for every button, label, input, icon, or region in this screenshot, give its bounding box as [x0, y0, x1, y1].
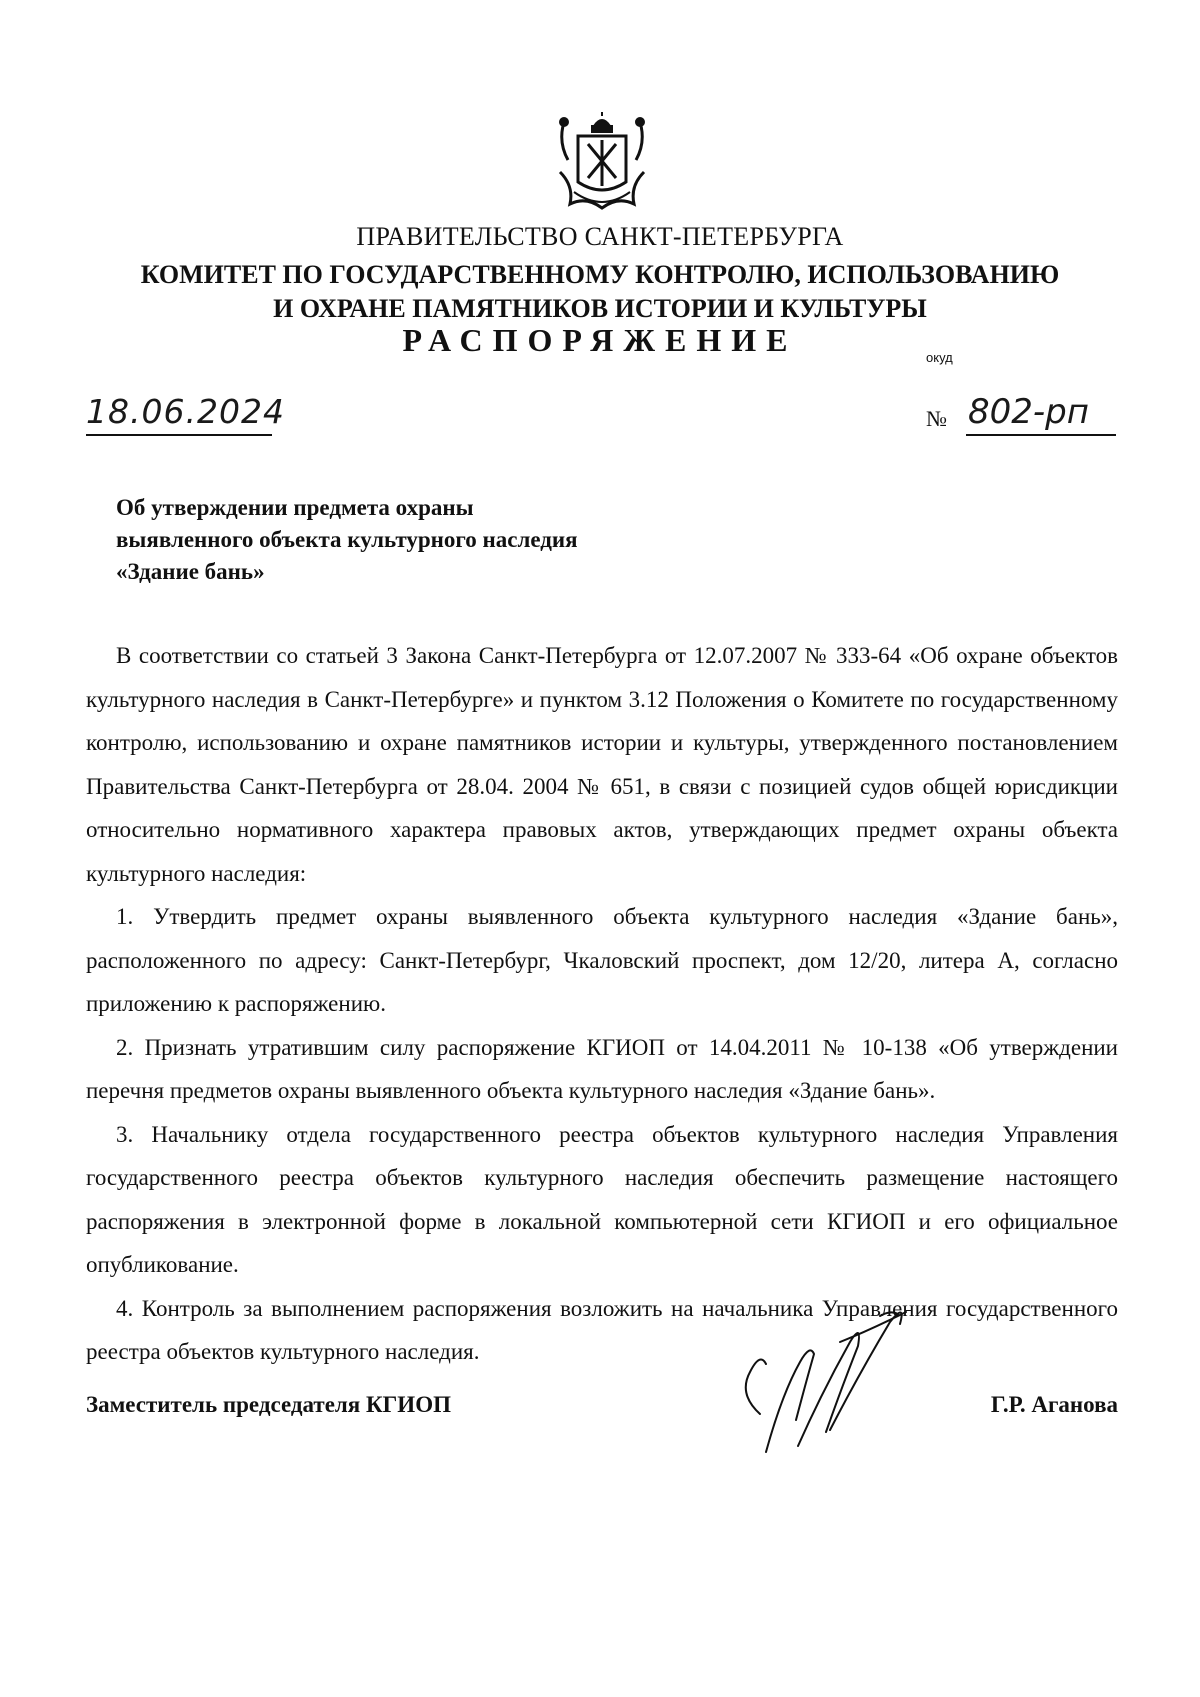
subject-line-3: «Здание бань» [116, 559, 265, 584]
document-type: РАСПОРЯЖЕНИЕ [402, 322, 798, 358]
subject-line-2: выявленного объекта культурного наследия [116, 527, 578, 552]
preamble-paragraph: В соответствии со статьей 3 Закона Санкт-Петербурга от 12.07.2007 № 333-64 «Об охране объектов культурного наследия в Санкт-Петербурге» и пунктом 3.12 Положения о Комитете по государственному контролю, использованию и охране памятников истории и культуры, утвержденного постановлением Правительства Санкт-Петербурга от 28.04. 2004 № 651, в связи с позицией судов общей юрисдикции относительно нормативного характера правовых актов, утверждающих предмет охраны объекта культурного наследия: [86, 643, 1118, 886]
item-paragraph: 1. Утвердить предмет охраны выявленного объекта культурного наследия «Здание бань», расположенного по адресу: Санкт-Петербург, Чкаловский проспект, дом 12/20, литера А, согласно приложению к распоряжению. [86, 904, 1118, 1016]
date-underline [86, 434, 272, 436]
okud-label: окуд [926, 350, 953, 365]
signatory-name: Г.Р. Аганова [990, 1392, 1118, 1417]
committee-line-2: И ОХРАНЕ ПАМЯТНИКОВ ИСТОРИИ И КУЛЬТУРЫ [273, 294, 927, 323]
subject-line-1: Об утверждении предмета охраны [116, 495, 474, 520]
number-value: 802-рп [968, 392, 1089, 432]
document-date [86, 392, 285, 431]
signature-icon [730, 1302, 940, 1462]
document-subject [116, 492, 716, 588]
date-value: 18.06.2024 [86, 392, 285, 431]
coat-of-arms-icon [556, 112, 648, 214]
item-paragraph: 2. Признать утратившим силу распоряжение КГИОП от 14.04.2011 № 10-138 «Об утверждении перечня предметов охраны выявленного объекта культурного наследия «Здание бань». [86, 1034, 1118, 1103]
document-body [86, 634, 1118, 1374]
government-name: ПРАВИТЕЛЬСТВО САНКТ-ПЕТЕРБУРГА [356, 222, 844, 251]
number-underline [966, 434, 1116, 436]
signatory-position: Заместитель председателя КГИОП [86, 1392, 451, 1417]
number-sign: № [926, 406, 947, 431]
item-paragraph: 4. Контроль за выполнением распоряжения возложить на начальника Управления государственного реестра объектов культурного наследия. [86, 1295, 1118, 1364]
item-paragraph: 3. Начальнику отдела государственного реестра объектов культурного наследия Управления государственного реестра объектов культурного наследия обеспечить размещение настоящего распоряжения в электронной форме в локальной компьютерной сети КГИОП и его официальное опубликование. [86, 1121, 1118, 1277]
committee-name [0, 258, 1200, 326]
committee-line-1: КОМИТЕТ ПО ГОСУДАРСТВЕННОМУ КОНТРОЛЮ, ИСПОЛЬЗОВАНИЮ [140, 260, 1060, 289]
